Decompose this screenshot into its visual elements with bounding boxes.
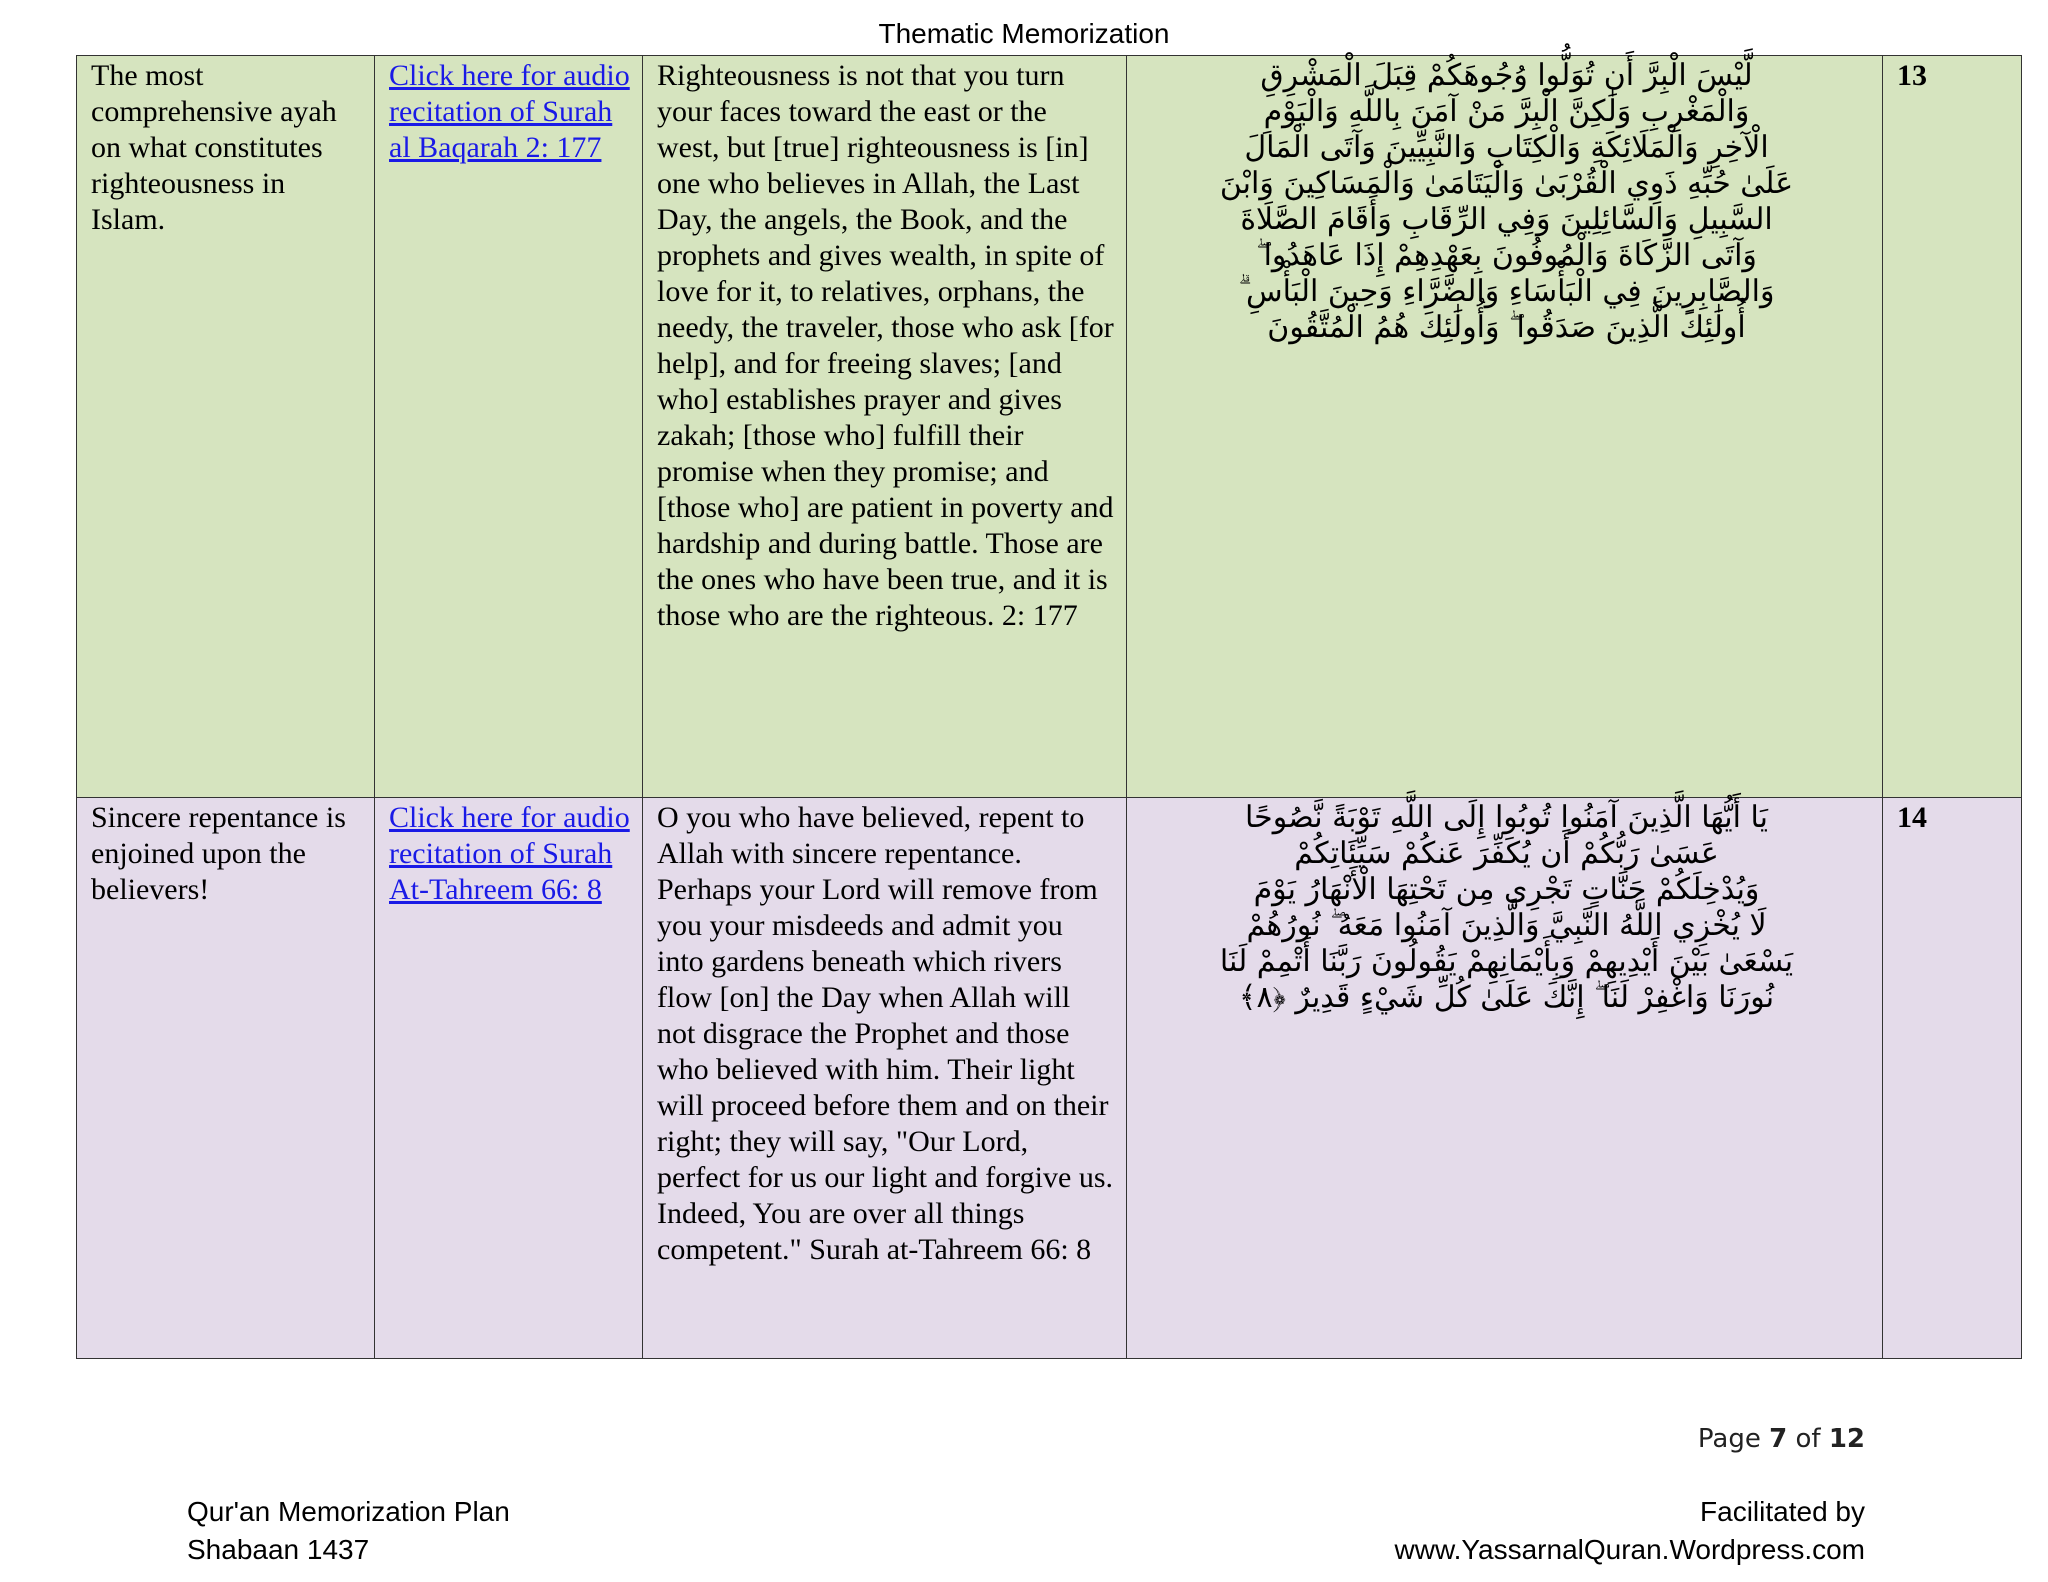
translation-cell: O you who have believed, repent to Allah with sincere repentance. Perhaps your Lord will remove from you your misdeeds and admit you into gardens beneath which rivers flow [on] the Day when Allah will not disgrace the Prophet and those who believed with him. Their light will proceed before them and on their right; they will say, "Our Lord, perfect for us our light and forgive us. Indeed, You are over all things competent." Surah at-Tahreem 66: 8 <box>643 798 1127 1359</box>
page-number <box>1698 1424 1865 1454</box>
footer-right <box>1395 1493 1865 1569</box>
audio-recitation-link[interactable]: Click here for audio recitation of Surah al Baqarah 2: 177 <box>389 59 630 164</box>
arabic-line: لَّيْسَ الْبِرَّ أَن تُوَلُّوا وُجُوهَكُمْ قِبَلَ الْمَشْرِقِ <box>1260 58 1753 93</box>
footer-facilitated-label: Facilitated by <box>1700 1496 1865 1527</box>
arabic-line: أُولَٰئِكَ الَّذِينَ صَدَقُوا ۖ وَأُولَٰئِكَ هُمُ الْمُتَّقُونَ <box>1267 310 1746 345</box>
theme-cell: Sincere repentance is enjoined upon the believers! <box>77 798 375 1359</box>
memorization-table <box>76 55 2022 1359</box>
arabic-line: لَا يُخْزِي اللَّهُ النَّبِيَّ وَالَّذِينَ آمَنُوا مَعَهُ ۖ نُورُهُمْ <box>1246 908 1767 943</box>
audio-link-cell <box>375 798 643 1359</box>
translation-cell: Righteousness is not that you turn your faces toward the east or the west, but [true] righteousness is [in] one who believes in Allah, the Last Day, the angels, the Book, and the prophets and gives wealth, in spite of love for it, to relatives, orphans, the needy, the traveler, those who ask [for help], and for freeing slaves; [and who] establishes prayer and gives zakah; [those who] fulfill their promise when they promise; and [those who] are patient in poverty and hardship and during battle. Those are the ones who have been true, and it is those who are the righteous. 2: 177 <box>643 56 1127 798</box>
arabic-line: وَآتَى الزَّكَاةَ وَالْمُوفُونَ بِعَهْدِهِمْ إِذَا عَاهَدُوا ۖ <box>1256 238 1757 273</box>
arabic-line: وَيُدْخِلَكُمْ جَنَّاتٍ تَجْرِي مِن تَحْتِهَا الْأَنْهَارُ يَوْمَ <box>1253 872 1760 907</box>
audio-link-cell <box>375 56 643 798</box>
audio-recitation-link[interactable]: Click here for audio recitation of Surah At-Tahreem 66: 8 <box>389 801 630 906</box>
arabic-verse-cell <box>1127 798 1883 1359</box>
footer-plan-title: Qur'an Memorization Plan <box>187 1496 510 1527</box>
arabic-line: يَسْعَىٰ بَيْنَ أَيْدِيهِمْ وَبِأَيْمَانِهِمْ يَقُولُونَ رَبَّنَا أَتْمِمْ لَنَا <box>1219 944 1794 979</box>
table-row <box>77 798 2022 1359</box>
page-header-title: Thematic Memorization <box>878 18 1170 49</box>
page-total: 12 <box>1828 1424 1865 1454</box>
arabic-line: الْآخِرِ وَالْمَلَائِكَةِ وَالْكِتَابِ وَالنَّبِيِّينَ وَآتَى الْمَالَ <box>1244 130 1769 165</box>
arabic-line: يَا أَيُّهَا الَّذِينَ آمَنُوا تُوبُوا إِلَى اللَّهِ تَوْبَةً نَّصُوحًا <box>1245 800 1768 835</box>
arabic-line: وَالصَّابِرِينَ فِي الْبَأْسَاءِ وَالضَّرَّاءِ وَحِينَ الْبَأْسِ ۗ <box>1238 274 1775 309</box>
footer-date: Shabaan 1437 <box>187 1534 370 1565</box>
arabic-line: عَسَىٰ رَبُّكُمْ أَن يُكَفِّرَ عَنكُمْ سَيِّئَاتِكُمْ <box>1294 836 1719 871</box>
arabic-line: نُورَنَا وَاغْفِرْ لَنَا ۖ إِنَّكَ عَلَىٰ كُلِّ شَيْءٍ قَدِيرٌ ﴿٨﴾ <box>1238 980 1775 1015</box>
footer-left <box>187 1493 510 1569</box>
theme-cell: The most comprehensive ayah on what constitutes righteousness in Islam. <box>77 56 375 798</box>
arabic-line: عَلَىٰ حُبِّهِ ذَوِي الْقُرْبَىٰ وَالْيَتَامَىٰ وَالْمَسَاكِينَ وَابْنَ <box>1219 166 1794 201</box>
verse-number: 13 <box>1883 56 2022 798</box>
arabic-line: السَّبِيلِ وَالسَّائِلِينَ وَفِي الرِّقَابِ وَأَقَامَ الصَّلَاةَ <box>1240 202 1773 237</box>
arabic-verse-cell <box>1127 56 1883 798</box>
verse-number: 14 <box>1883 798 2022 1359</box>
page-current: 7 <box>1769 1424 1788 1454</box>
footer-website: www.YassarnalQuran.Wordpress.com <box>1394 1534 1865 1565</box>
page-label: Page <box>1697 1424 1761 1454</box>
table-row <box>77 56 2022 798</box>
arabic-line: وَالْمَغْرِبِ وَلَٰكِنَّ الْبِرَّ مَنْ آمَنَ بِاللَّهِ وَالْيَوْمِ <box>1263 94 1750 129</box>
page-of-label: of <box>1795 1424 1821 1454</box>
